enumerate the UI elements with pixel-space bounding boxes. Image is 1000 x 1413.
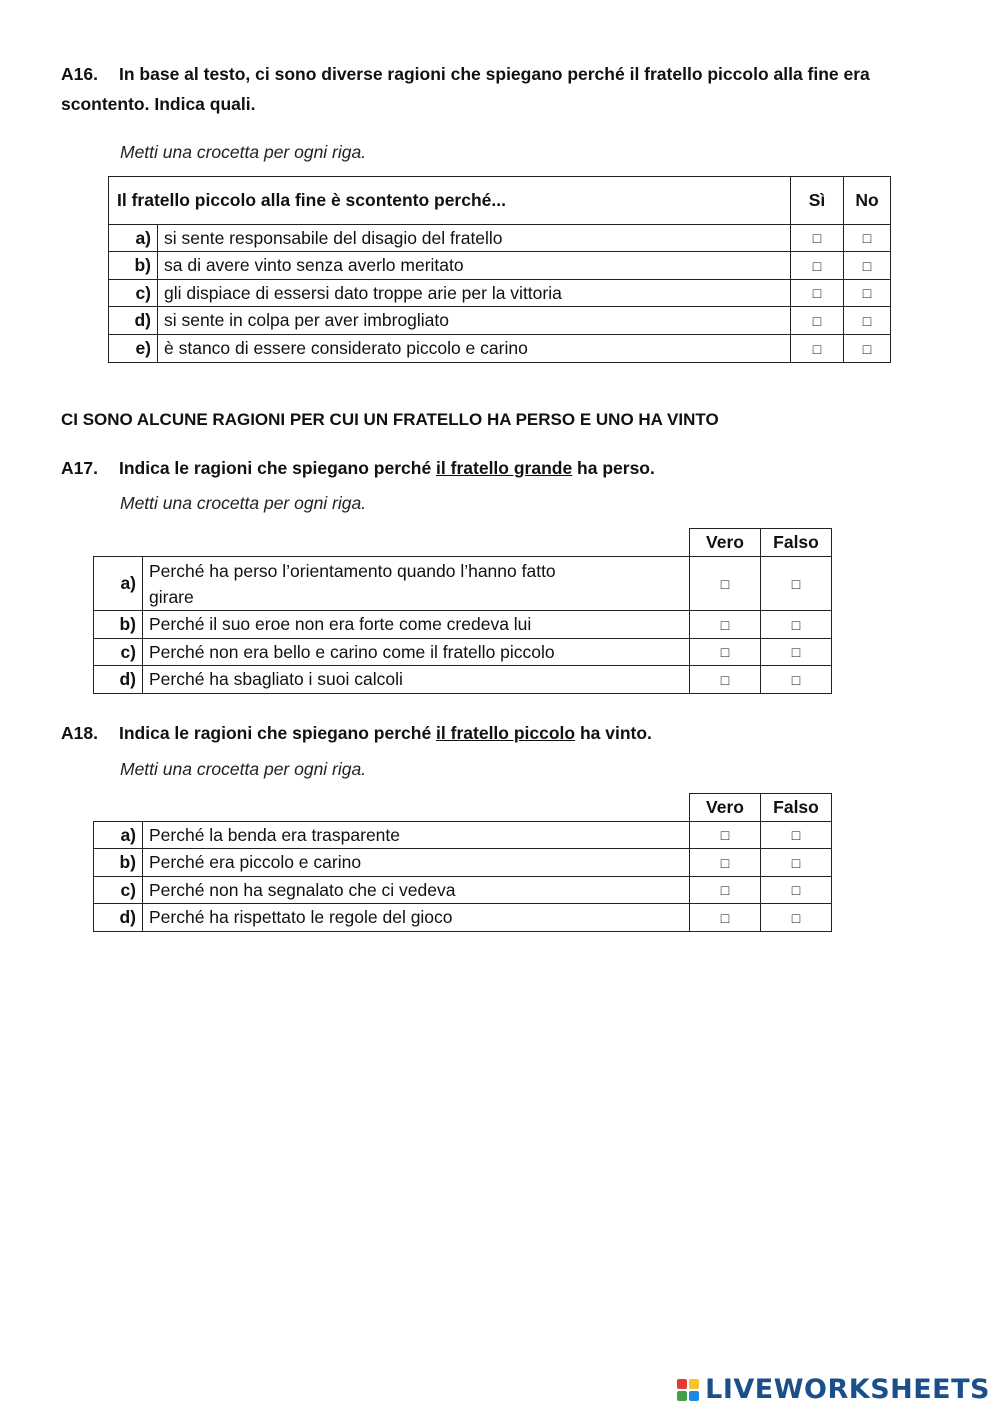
table-row <box>94 666 832 694</box>
a17-question <box>61 453 655 483</box>
checkbox-false[interactable]: □ <box>761 557 832 611</box>
checkbox-yes[interactable]: □ <box>791 335 844 363</box>
checkbox-true[interactable]: □ <box>690 822 761 849</box>
col-no-header: No <box>844 177 891 225</box>
checkbox-false[interactable]: □ <box>761 849 832 877</box>
instruction: Metti una crocetta per ogni riga. <box>120 759 367 779</box>
col-true-header: Vero <box>690 529 761 557</box>
a17-table <box>93 528 832 694</box>
row-text: Perché era piccolo e carino <box>143 849 690 877</box>
checkbox-false[interactable]: □ <box>761 904 832 932</box>
checkbox-false[interactable]: □ <box>761 611 832 639</box>
row-text: Perché non era bello e carino come il fratello piccolo <box>143 639 690 666</box>
checkbox-yes[interactable]: □ <box>791 280 844 307</box>
row-label: e) <box>109 335 158 363</box>
row-label: b) <box>109 252 158 280</box>
row-label: d) <box>94 904 143 932</box>
table-row <box>94 611 832 639</box>
row-text: Perché ha rispettato le regole del gioco <box>143 904 690 932</box>
table-row <box>109 335 891 363</box>
row-label: d) <box>109 307 158 335</box>
instruction: Metti una crocetta per ogni riga. <box>120 142 367 162</box>
table-row <box>109 225 891 252</box>
table-header: Il fratello piccolo alla fine è scontento perché... <box>109 177 791 225</box>
row-label: b) <box>94 611 143 639</box>
checkbox-yes[interactable]: □ <box>791 307 844 335</box>
row-label: c) <box>94 877 143 904</box>
row-text: è stanco di essere considerato piccolo e carino <box>158 335 791 363</box>
col-true-header: Vero <box>690 794 761 822</box>
checkbox-true[interactable]: □ <box>690 611 761 639</box>
checkbox-false[interactable]: □ <box>761 877 832 904</box>
row-text: Perché il suo eroe non era forte come credeva lui <box>143 611 690 639</box>
section-heading: CI SONO ALCUNE RAGIONI PER CUI UN FRATELLO HA PERSO E UNO HA VINTO <box>61 410 719 429</box>
a18-table <box>93 793 832 932</box>
question-text: Indica le ragioni che spiegano perché <box>119 723 437 743</box>
checkbox-true[interactable]: □ <box>690 904 761 932</box>
question-number: A17. <box>61 458 98 478</box>
question-underlined: il fratello grande <box>436 458 573 478</box>
table-row <box>94 822 832 849</box>
question-number: A18. <box>61 723 98 743</box>
col-false-header: Falso <box>761 529 832 557</box>
table-row <box>94 877 832 904</box>
instruction: Metti una crocetta per ogni riga. <box>120 493 367 513</box>
checkbox-no[interactable]: □ <box>844 335 891 363</box>
liveworksheets-logo <box>677 1374 990 1405</box>
row-text: Perché la benda era trasparente <box>143 822 690 849</box>
table-row <box>94 557 832 611</box>
question-text-cont: scontento. Indica quali. <box>61 94 256 114</box>
question-underlined: il fratello piccolo <box>436 723 576 743</box>
question-text: In base al testo, ci sono diverse ragioni che spiegano perché il fratello piccolo alla fine era <box>119 64 870 84</box>
checkbox-no[interactable]: □ <box>844 307 891 335</box>
question-text-end: ha perso. <box>572 458 655 478</box>
row-label: b) <box>94 849 143 877</box>
row-text <box>143 557 690 611</box>
row-text: gli dispiace di essersi dato troppe arie per la vittoria <box>158 280 791 307</box>
checkbox-true[interactable]: □ <box>690 849 761 877</box>
checkbox-no[interactable]: □ <box>844 225 891 252</box>
col-false-header: Falso <box>761 794 832 822</box>
table-row <box>109 280 891 307</box>
question-text: Indica le ragioni che spiegano perché <box>119 458 437 478</box>
checkbox-yes[interactable]: □ <box>791 225 844 252</box>
row-text: si sente responsabile del disagio del fratello <box>158 225 791 252</box>
row-text: sa di avere vinto senza averlo meritato <box>158 252 791 280</box>
row-label: c) <box>94 639 143 666</box>
checkbox-no[interactable]: □ <box>844 280 891 307</box>
row-text: si sente in colpa per aver imbrogliato <box>158 307 791 335</box>
checkbox-true[interactable]: □ <box>690 666 761 694</box>
checkbox-false[interactable]: □ <box>761 639 832 666</box>
a16-question <box>61 59 961 119</box>
question-text-end: ha vinto. <box>575 723 652 743</box>
question-number: A16. <box>61 64 98 84</box>
row-label: a) <box>94 822 143 849</box>
table-row <box>109 307 891 335</box>
table-row <box>94 639 832 666</box>
checkbox-false[interactable]: □ <box>761 666 832 694</box>
row-label: d) <box>94 666 143 694</box>
row-text-line: Perché ha perso l’orientamento quando l’hanno fatto <box>149 560 556 581</box>
logo-text: LIVEWORKSHEETS <box>705 1374 990 1405</box>
row-label: a) <box>94 557 143 611</box>
checkbox-no[interactable]: □ <box>844 252 891 280</box>
checkbox-true[interactable]: □ <box>690 877 761 904</box>
table-row <box>94 904 832 932</box>
a16-table <box>108 176 891 363</box>
row-text-line: girare <box>149 586 194 607</box>
row-text: Perché non ha segnalato che ci vedeva <box>143 877 690 904</box>
checkbox-false[interactable]: □ <box>761 822 832 849</box>
row-text: Perché ha sbagliato i suoi calcoli <box>143 666 690 694</box>
a18-question <box>61 718 652 748</box>
checkbox-yes[interactable]: □ <box>791 252 844 280</box>
col-yes-header: Sì <box>791 177 844 225</box>
checkbox-true[interactable]: □ <box>690 557 761 611</box>
table-row <box>94 849 832 877</box>
checkbox-true[interactable]: □ <box>690 639 761 666</box>
logo-icon <box>677 1379 699 1401</box>
table-row <box>109 252 891 280</box>
row-label: c) <box>109 280 158 307</box>
row-label: a) <box>109 225 158 252</box>
